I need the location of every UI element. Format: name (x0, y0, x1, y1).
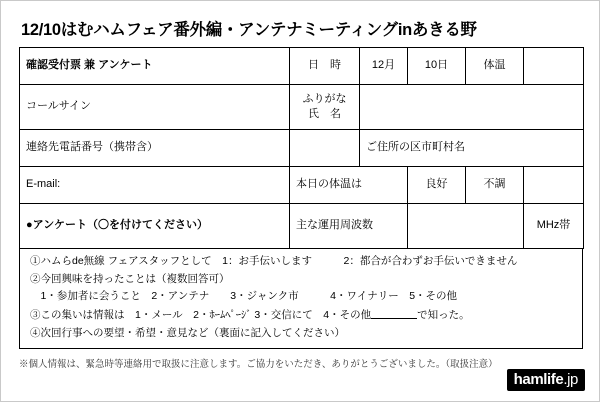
phone-label-cell: 連絡先電話番号（携帯含） (20, 129, 290, 166)
today-temp-label-cell: 本日の体温は (290, 166, 408, 203)
logo-suffix: .jp (563, 371, 578, 388)
table-row-title (20, 47, 584, 84)
temp-bad-cell[interactable]: 不調 (466, 166, 524, 203)
question-1: ①ハムらde無線 フェアスタッフとして 1：お手伝いします 2：都合が合わずお手伝いできません (30, 254, 518, 267)
callsign-label-cell: コールサイン (20, 84, 290, 129)
frequency-unit-cell: MHz帯 (524, 203, 584, 248)
footnote: ※個人情報は、緊急時等連絡用で取扱に注意します。ご協力をいただき、ありがとうございました。（取扱注意） (19, 358, 498, 370)
question-2: ②今回興味を持ったことは（複数回答可） (30, 272, 230, 285)
question-3 (26, 306, 576, 325)
form-title-cell: 確認受付票 兼 アンケート (20, 47, 290, 84)
questions-box (19, 249, 583, 349)
day-cell: 10日 (408, 47, 466, 84)
form-sheet (19, 21, 583, 371)
hamlife-logo (507, 369, 585, 391)
question-4: ④次回行事への要望・希望・意見など（裏面に記入してください） (30, 326, 345, 339)
name-input-cell[interactable] (360, 84, 584, 129)
name-label-text: 氏 名 (308, 107, 341, 120)
question-3-tail: で知った。 (417, 309, 470, 322)
table-row-email (20, 166, 584, 203)
logo-name: hamlife (513, 371, 564, 388)
page-title: 12/10はむハムフェア番外編・アンテナミーティングinあきる野 (21, 21, 477, 39)
question-3-text: ③この集いは情報は 1・メール 2・ﾎｰﾑﾍﾟｰｼﾞ 3・交信にて 4・その他 (30, 309, 372, 322)
frequency-input-cell[interactable] (408, 203, 524, 248)
table-row-phone (20, 129, 584, 166)
furigana-label-cell (290, 84, 360, 129)
temp-good-cell[interactable]: 良好 (408, 166, 466, 203)
table-row-survey-head (20, 203, 584, 248)
reception-form-table (19, 47, 584, 249)
temperature-input-cell[interactable] (524, 47, 584, 84)
table-row-callsign (20, 84, 584, 129)
furigana-label-text: ふりがな (302, 92, 347, 105)
frequency-label-cell: 主な運用周波数 (290, 203, 408, 248)
temp-blank-cell[interactable] (524, 166, 584, 203)
temperature-label-cell: 体温 (466, 47, 524, 84)
address-label-cell: ご住所の区市町村名 (360, 129, 584, 166)
email-label-cell[interactable]: E-mail: (20, 166, 290, 203)
month-cell: 12月 (360, 47, 408, 84)
phone-input-cell[interactable] (290, 129, 360, 166)
survey-heading-cell: ●アンケート（〇を付けてください） (20, 203, 290, 248)
date-label-cell: 日 時 (290, 47, 360, 84)
question-2-options: 1・参加者に会うこと 2・アンテナ 3・ジャンク市 4・ワイナリー 5・その他 (30, 290, 458, 303)
question-3-blank[interactable] (371, 307, 417, 319)
